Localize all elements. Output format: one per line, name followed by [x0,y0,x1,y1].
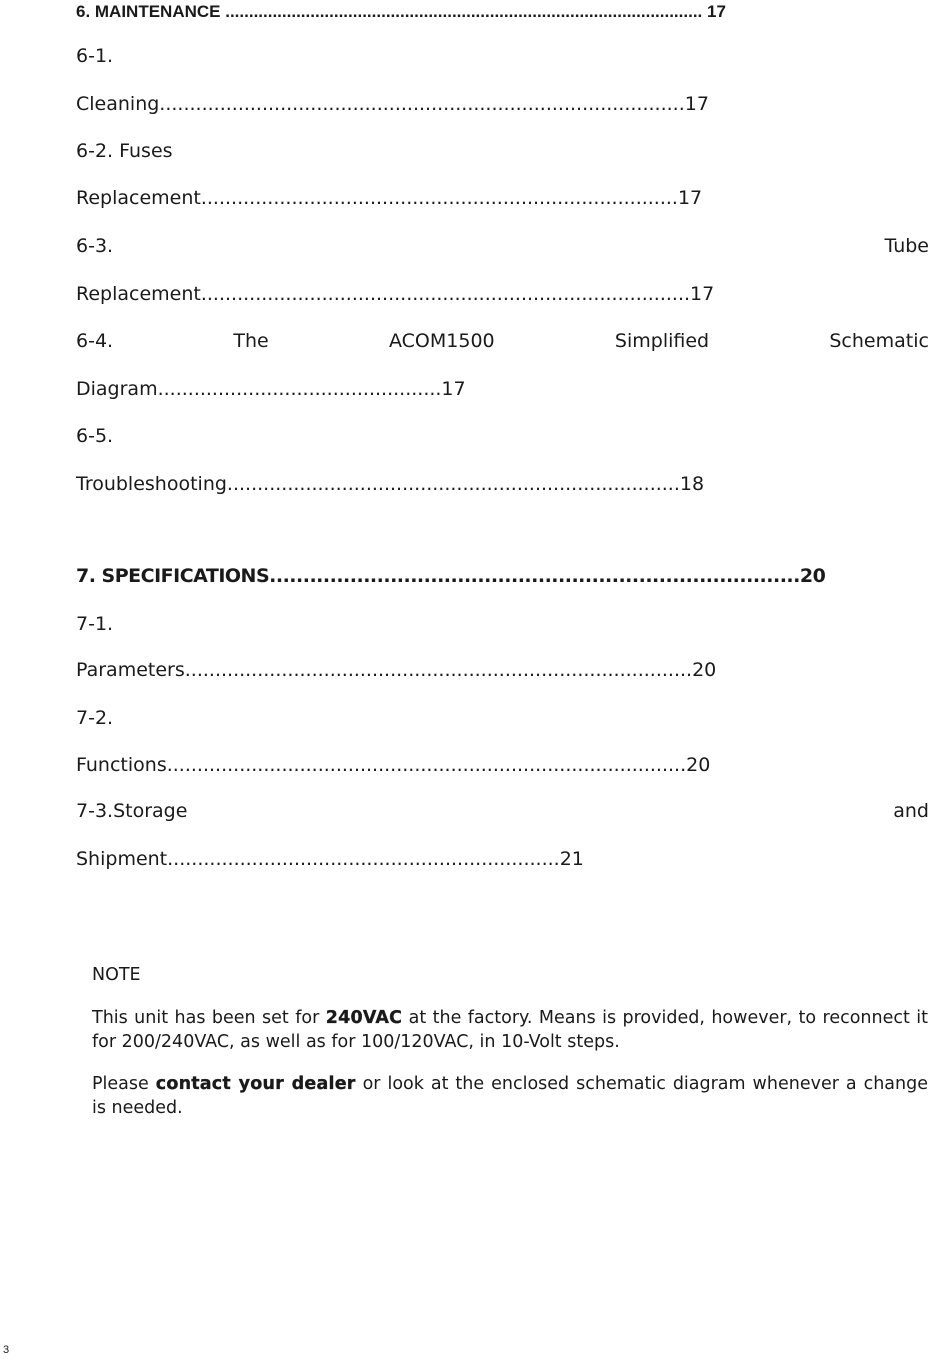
note-title: NOTE [92,965,141,985]
note-p1-before: This unit has been set for [92,1008,326,1028]
toc-item-7-2-number: 7-2. [76,707,114,729]
toc-item-7-3-title: Shipment.................................................................21 [76,848,584,870]
toc-item-6-3-word: Tube [884,235,929,257]
note-p2-before: Please [92,1074,156,1094]
toc-item-6-2-title: Replacement...............................................................................17 [76,187,703,209]
toc-item-7-2-title: Functions......................................................................................20 [76,754,711,776]
page-number: 3 [3,1344,10,1356]
toc-item-6-4-line [76,329,929,353]
toc-item-6-3-number: 6-3. [76,235,114,257]
toc-item-6-2-number: 6-2. Fuses [76,140,173,162]
toc-item-6-4-title: Diagram...............................................17 [76,378,466,400]
toc-item-6-5-title: Troubleshooting...........................................................................18 [76,473,705,495]
toc-item-6-4-word: ACOM1500 [388,330,495,352]
note-paragraph-2 [92,1072,928,1120]
toc-section-6-heading: 6. MAINTENANCE ..................................................................................................... 17 [76,2,726,21]
dealer-emphasis: contact your dealer [155,1074,356,1094]
toc-item-7-1-title: Parameters....................................................................................20 [76,659,717,681]
toc-item-7-1-number: 7-1. [76,613,114,635]
toc-item-6-4-word: 6-4. [76,330,114,352]
voltage-emphasis: 240VAC [325,1008,403,1028]
toc-item-6-3-line [76,234,929,258]
toc-item-7-3-number: 7-3.Storage [76,800,188,822]
toc-item-6-4-word: The [233,330,269,352]
toc-item-6-5-number: 6-5. [76,425,114,447]
toc-item-6-3-title: Replacement.................................................................................17 [76,283,715,305]
note-p2-after: or look at the enclosed schematic diagram whenever a change is needed. [92,1074,928,1118]
toc-section-7-heading: 7. SPECIFICATIONS...............................................................................20 [76,565,826,587]
toc-item-6-1-number: 6-1. [76,45,114,67]
toc-item-6-4-word: Simplified [614,330,710,352]
note-p1-after: at the factory. Means is provided, however, to reconnect it for 200/240VAC, as well as for 100/120VAC, in 10-Volt steps. [92,1008,928,1052]
toc-item-6-1-title: Cleaning.......................................................................................17 [76,93,709,115]
toc-item-7-3-word: and [893,800,929,822]
note-paragraph-1 [92,1006,928,1054]
toc-item-7-3-line [76,799,929,823]
toc-item-6-4-word: Schematic [829,330,929,352]
